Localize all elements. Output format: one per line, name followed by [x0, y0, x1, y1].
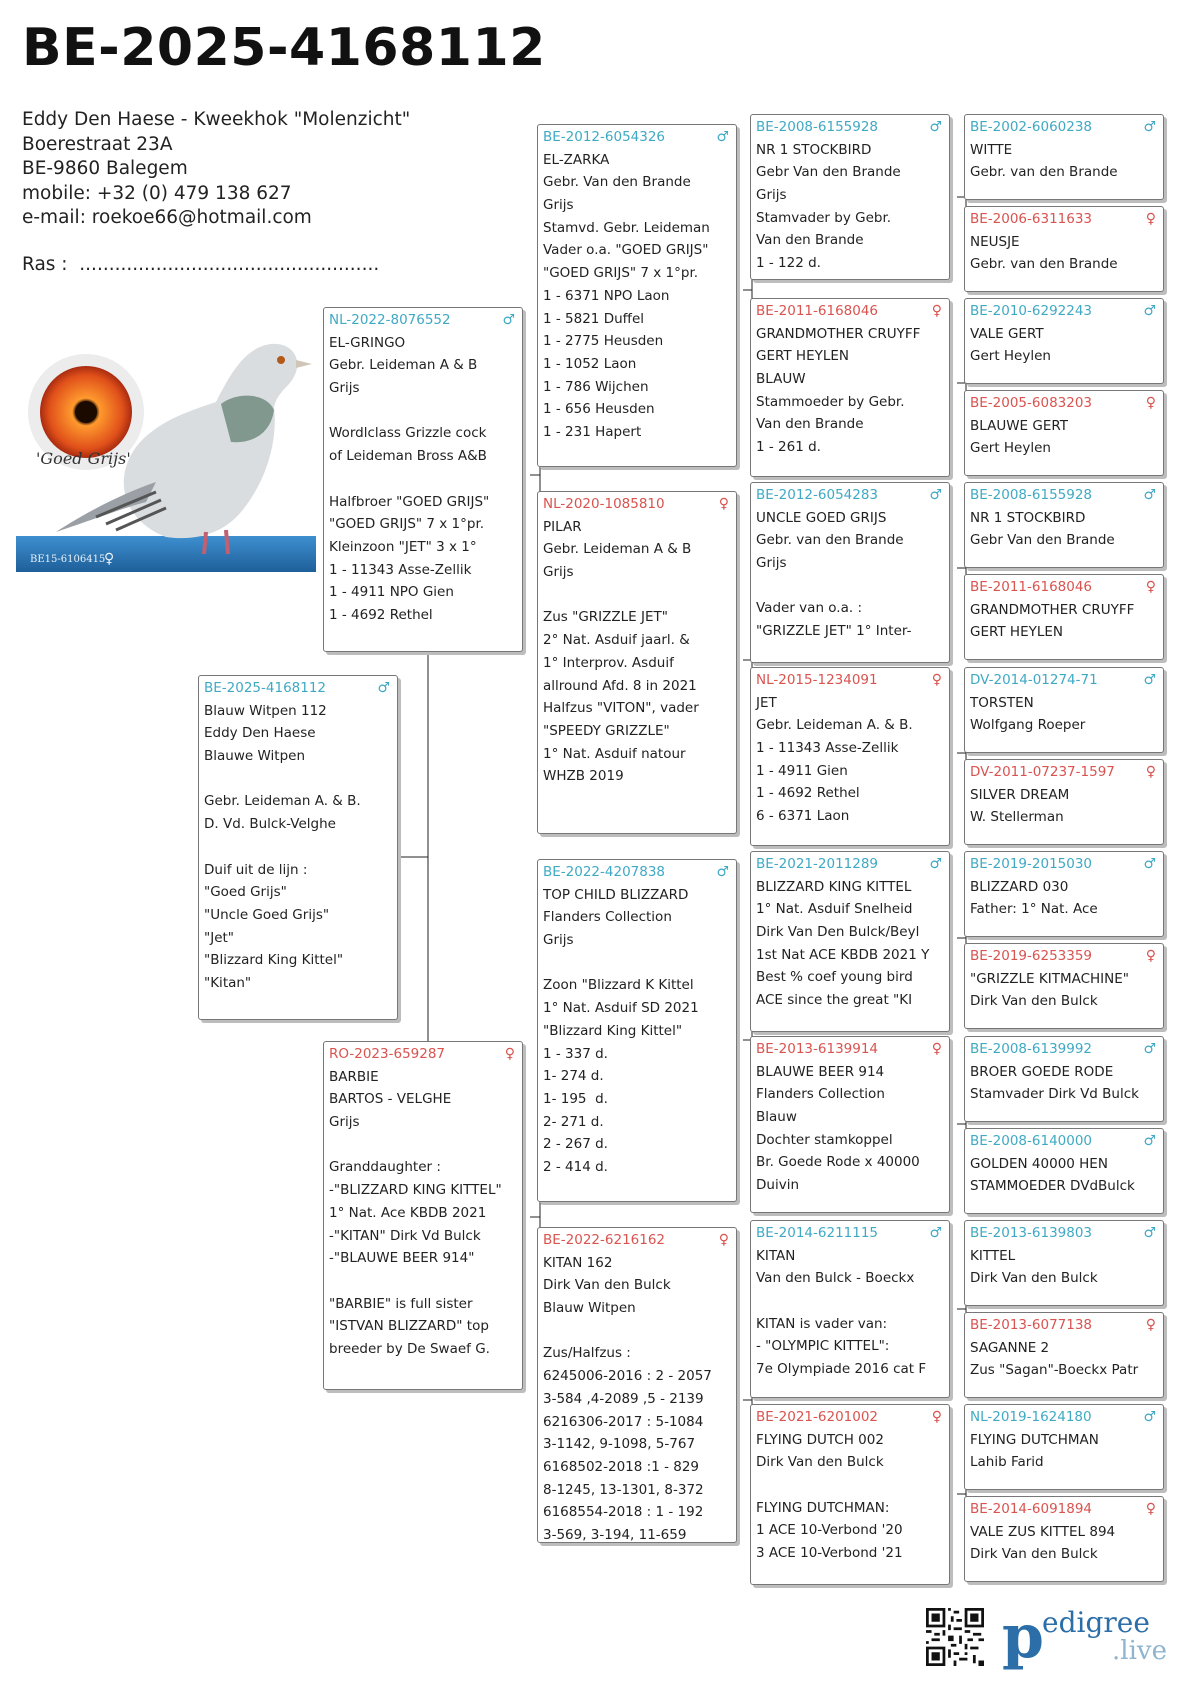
pedigree-card-fmf[interactable]	[750, 482, 950, 663]
card-line: 3-584 ,4-2089 ,5 - 2139	[543, 1390, 704, 1407]
male-symbol-icon: ♂	[929, 856, 942, 872]
pedigree-card-g9[interactable]	[964, 851, 1164, 937]
ring-number: BE-2022-6216162	[543, 1232, 666, 1248]
card-line: GOLDEN 40000 HEN	[970, 1155, 1108, 1172]
ring-number: BE-2008-6140000	[970, 1133, 1093, 1149]
pedigree-card-g1[interactable]	[964, 114, 1164, 200]
card-line: Dirk Van Den Bulck/Beyl	[756, 924, 920, 941]
female-symbol-icon: ♀	[1145, 1317, 1156, 1333]
ring-number: BE-2021-6201002	[756, 1409, 879, 1425]
card-line: Gebr. Leideman A. & B.	[204, 793, 361, 810]
card-line: 1 ACE 10-Verbond '20	[756, 1522, 903, 1539]
card-line: Grijs	[329, 1114, 360, 1131]
card-line: TOP CHILD BLIZZARD	[543, 886, 689, 903]
card-line: Kleinzoon "JET" 3 x 1°	[329, 538, 477, 555]
logo-p: p	[1002, 1602, 1044, 1672]
ring-number: BE-2013-6139803	[970, 1225, 1093, 1241]
female-symbol-icon: ♀	[1145, 211, 1156, 227]
pedigree-card-mf[interactable]	[537, 859, 737, 1202]
male-symbol-icon: ♂	[716, 129, 729, 145]
card-line: 1 - 4692 Rethel	[329, 606, 433, 623]
card-line: NR 1 STOCKBIRD	[756, 141, 872, 158]
card-line: Grijs	[543, 932, 574, 949]
card-line	[329, 1134, 517, 1157]
female-symbol-icon: ♀	[504, 1046, 515, 1062]
card-line: Gert Heylen	[970, 348, 1051, 365]
owner-city: BE-9860 Balegem	[22, 158, 188, 179]
card-line: "Goed Grijs"	[204, 884, 287, 901]
card-line: Duivin	[756, 1177, 799, 1194]
card-line: "ISTVAN BLIZZARD" top	[329, 1318, 489, 1335]
ring-number: BE-2008-6139992	[970, 1041, 1093, 1057]
ring-number: BE-2012-6054326	[543, 129, 666, 145]
card-line: Dochter stamkoppel	[756, 1131, 893, 1148]
card-line: Zoon "Blizzard K Kittel	[543, 977, 694, 994]
card-line: 1° Interprov. Asduif	[543, 654, 674, 671]
pedigree-card-mff[interactable]	[750, 851, 950, 1032]
card-line: EL-ZARKA	[543, 151, 610, 168]
card-line: 1 - 122 d.	[756, 255, 821, 272]
card-line: FLYING DUTCHMAN	[970, 1431, 1099, 1448]
card-line: Blauw Witpen	[543, 1300, 636, 1317]
pedigree-card-g14[interactable]	[964, 1312, 1164, 1398]
ring-number: RO-2023-659287	[329, 1046, 446, 1062]
card-line: 1 - 337 d.	[543, 1045, 608, 1062]
pedigree-card-g16[interactable]	[964, 1496, 1164, 1582]
card-line: BLIZZARD KING KITTEL	[756, 878, 912, 895]
card-line: of Leideman Bross A&B	[329, 448, 487, 465]
card-line: KITAN 162	[543, 1254, 613, 1271]
card-line: "GRIZZLE KITMACHINE"	[970, 970, 1129, 987]
card-line: Van den Brande	[756, 232, 864, 249]
card-line: 1 - 4911 NPO Gien	[329, 584, 454, 601]
pedigree-card-g7[interactable]	[964, 667, 1164, 753]
card-line: 1° Nat. Asduif natour	[543, 745, 686, 762]
female-symbol-icon: ♀	[931, 672, 942, 688]
card-line	[756, 1290, 944, 1313]
card-line: ACE since the great "KI	[756, 992, 913, 1009]
card-line: Grijs	[329, 380, 360, 397]
card-line: 1 - 6371 NPO Laon	[543, 287, 670, 304]
card-line: FLYING DUTCH 002	[756, 1431, 884, 1448]
owner-name: Eddy Den Haese - Kweekhok "Molenzicht"	[22, 109, 411, 130]
card-line: Stamvd. Gebr. Leideman	[543, 219, 710, 236]
card-line: VALE GERT	[970, 325, 1044, 342]
pedigree-card-g4[interactable]	[964, 390, 1164, 476]
ring-number: NL-2020-1085810	[543, 496, 665, 512]
pedigree-card-mother[interactable]	[323, 1041, 523, 1390]
ring-number: BE-2010-6292243	[970, 303, 1093, 319]
card-line: TORSTEN	[970, 694, 1034, 711]
ring-number: BE-2014-6091894	[970, 1501, 1093, 1517]
ring-number: BE-2022-4207838	[543, 864, 666, 880]
card-line: Flanders Collection	[543, 909, 672, 926]
card-line: BLAUWE BEER 914	[756, 1063, 885, 1080]
owner-email[interactable]: e-mail: roekoe66@hotmail.com	[22, 207, 312, 228]
male-symbol-icon: ♂	[377, 680, 390, 696]
card-line: Br. Goede Rode x 40000	[756, 1154, 920, 1171]
ring-number: BE-2019-6253359	[970, 948, 1093, 964]
card-line: Halfzus "VITON", vader	[543, 700, 699, 717]
card-line: "GOED GRIJS" 7 x 1°pr.	[543, 265, 699, 282]
card-line: 6168502-2018 :1 - 829	[543, 1458, 700, 1475]
card-line: Gert Heylen	[970, 440, 1051, 457]
ring-number: BE-2019-2015030	[970, 856, 1093, 872]
card-line: Stammoeder by Gebr.	[756, 393, 905, 410]
card-line: Gebr. Leideman A. & B.	[756, 717, 913, 734]
owner-mobile: mobile: +32 (0) 479 138 627	[22, 182, 292, 204]
card-line: Flanders Collection	[756, 1086, 885, 1103]
ring-number: BE-2011-6168046	[970, 579, 1093, 595]
ring-number: BE-2021-2011289	[756, 856, 879, 872]
female-symbol-icon: ♀	[1145, 764, 1156, 780]
card-line: Vader van o.a. :	[756, 600, 863, 617]
male-symbol-icon: ♂	[1143, 856, 1156, 872]
card-line: Stamvader Dirk Vd Bulck	[970, 1086, 1139, 1103]
ring-number: BE-2011-6168046	[756, 303, 879, 319]
card-line: PILAR	[543, 518, 582, 535]
card-line: 3-1142, 9-1098, 5-767	[543, 1436, 696, 1453]
ring-number: NL-2022-8076552	[329, 312, 451, 328]
card-line: BLAUW	[756, 371, 806, 388]
card-line: STAMMOEDER DVdBulck	[970, 1178, 1135, 1195]
card-line: 1 - 231 Hapert	[543, 423, 642, 440]
card-line: BARTOS - VELGHE	[329, 1091, 452, 1108]
card-line: Gebr. Leideman A & B	[329, 357, 478, 374]
card-line: 6 - 6371 Laon	[756, 808, 850, 825]
card-line: breeder by De Swaef G.	[329, 1340, 490, 1357]
female-symbol-icon: ♀	[1145, 579, 1156, 595]
card-line: 1- 195 d.	[543, 1090, 608, 1107]
card-line: BLAUWE GERT	[970, 417, 1069, 434]
ring-number: BE-2014-6211115	[756, 1225, 879, 1241]
card-line: Granddaughter :	[329, 1159, 441, 1176]
pedigree-card-mfm[interactable]	[750, 1036, 950, 1213]
pedigree-card-g12[interactable]	[964, 1128, 1164, 1214]
male-symbol-icon: ♂	[929, 119, 942, 135]
ring-number: BE-2008-6155928	[756, 119, 879, 135]
male-symbol-icon: ♂	[1143, 1409, 1156, 1425]
male-symbol-icon: ♂	[1143, 303, 1156, 319]
male-symbol-icon: ♂	[1143, 487, 1156, 503]
photo-sex-icon: ♀	[104, 551, 115, 567]
ras-field: Ras : ...................................................	[22, 254, 380, 275]
photo-caption: 'Goed Grijs'	[36, 449, 131, 468]
pedigree-card-g5[interactable]	[964, 482, 1164, 568]
logo-word-pedigree: edigree	[1042, 1606, 1150, 1639]
card-line: 1 - 656 Heusden	[543, 401, 655, 418]
card-line: Gebr. van den Brande	[970, 164, 1118, 181]
card-line: Dirk Van den Bulck	[970, 1270, 1098, 1287]
card-line: 3 ACE 10-Verbond '21	[756, 1545, 903, 1562]
card-line: Halfbroer "GOED GRIJS"	[329, 493, 490, 510]
card-line: Grijs	[756, 187, 787, 204]
card-line: Gebr. van den Brande	[970, 256, 1118, 273]
male-symbol-icon: ♂	[1143, 119, 1156, 135]
card-line: -"KITAN" Dirk Vd Bulck	[329, 1227, 481, 1244]
pedigree-card-subject[interactable]	[198, 675, 398, 1020]
card-line: 1° Nat. Ace KBDB 2021	[329, 1204, 487, 1221]
card-line: GERT HEYLEN	[756, 348, 850, 365]
pedigree-card-father[interactable]	[323, 307, 523, 652]
card-line: 2 - 414 d.	[543, 1158, 608, 1175]
male-symbol-icon: ♂	[929, 1225, 942, 1241]
female-symbol-icon: ♀	[718, 496, 729, 512]
female-symbol-icon: ♀	[1145, 395, 1156, 411]
male-symbol-icon: ♂	[1143, 1225, 1156, 1241]
card-line: 2 - 267 d.	[543, 1136, 608, 1153]
pedigree-card-mmf[interactable]	[750, 1220, 950, 1398]
female-symbol-icon: ♀	[931, 1041, 942, 1057]
card-line: 1 - 5821 Duffel	[543, 310, 644, 327]
card-line: Gebr. Leideman A & B	[543, 541, 692, 558]
male-symbol-icon: ♂	[1143, 1133, 1156, 1149]
male-symbol-icon: ♂	[502, 312, 515, 328]
card-line: "GOED GRIJS" 7 x 1°pr.	[329, 516, 485, 533]
card-line: Lahib Farid	[970, 1454, 1044, 1471]
page-title: BE-2025-4168112	[22, 18, 546, 78]
card-line: 1 - 4911 Gien	[756, 762, 848, 779]
card-line: 8-1245, 13-1301, 8-372	[543, 1481, 704, 1498]
female-symbol-icon: ♀	[1145, 1501, 1156, 1517]
card-line: Dirk Van den Bulck	[756, 1454, 884, 1471]
male-symbol-icon: ♂	[1143, 1041, 1156, 1057]
card-line: Best % coef young bird	[756, 969, 913, 986]
card-line: Grijs	[543, 564, 574, 581]
card-line: Blauw	[756, 1109, 797, 1126]
card-line: 1 - 1052 Laon	[543, 355, 637, 372]
photo-ring: BE15-6106415	[30, 554, 106, 565]
card-line	[329, 400, 517, 423]
qr-code[interactable]	[926, 1608, 984, 1666]
card-line: NEUSJE	[970, 233, 1020, 250]
card-line	[756, 575, 944, 598]
card-line: "GRIZZLE JET" 1° Inter-	[756, 623, 912, 640]
card-line: W. Stellerman	[970, 809, 1064, 826]
pedigree-card-g3[interactable]	[964, 298, 1164, 384]
pedigree-live-logo[interactable]	[1000, 1602, 1178, 1672]
pedigree-card-g10[interactable]	[964, 943, 1164, 1029]
card-line: Stamvader by Gebr.	[756, 209, 892, 226]
card-line: 1 - 261 d.	[756, 439, 821, 456]
card-line: 1st Nat ACE KBDB 2021 Y	[756, 946, 930, 963]
ring-number: DV-2014-01274-71	[970, 672, 1098, 688]
card-line: WITTE	[970, 141, 1013, 158]
card-line: 2- 271 d.	[543, 1113, 604, 1130]
male-symbol-icon: ♂	[1143, 672, 1156, 688]
ring-number: BE-2005-6083203	[970, 395, 1093, 411]
card-line: D. Vd. Bulck-Velghe	[204, 816, 336, 833]
pedigree-card-g2[interactable]	[964, 206, 1164, 292]
card-line	[329, 1270, 517, 1293]
card-line: Gebr. Van den Brande	[543, 174, 691, 191]
card-line: VALE ZUS KITTEL 894	[970, 1523, 1116, 1540]
card-line: GERT HEYLEN	[970, 624, 1064, 641]
ring-number: BE-2013-6139914	[756, 1041, 879, 1057]
female-symbol-icon: ♀	[1145, 948, 1156, 964]
card-line: "BARBIE" is full sister	[329, 1295, 473, 1312]
card-line: KITAN	[756, 1247, 796, 1264]
card-line: Gebr. van den Brande	[756, 532, 904, 549]
card-line: Grijs	[543, 197, 574, 214]
card-line: Blauwe Witpen	[204, 748, 306, 765]
card-line: -"BLAUWE BEER 914"	[329, 1250, 475, 1267]
card-line	[329, 468, 517, 491]
card-line: WHZB 2019	[543, 768, 624, 785]
card-line: 1- 274 d.	[543, 1068, 604, 1085]
ring-number: BE-2006-6311633	[970, 211, 1093, 227]
ring-number: BE-2025-4168112	[204, 680, 327, 696]
card-line: 1 - 786 Wijchen	[543, 378, 649, 395]
ring-number: BE-2008-6155928	[970, 487, 1093, 503]
card-line: "Kitan"	[204, 974, 252, 991]
male-symbol-icon: ♂	[716, 864, 729, 880]
card-line: -"BLIZZARD KING KITTEL"	[329, 1182, 502, 1199]
card-line: 6245006-2016 : 2 - 2057	[543, 1368, 712, 1385]
pedigree-card-mm[interactable]	[537, 1227, 737, 1543]
card-line: allround Afd. 8 in 2021	[543, 677, 697, 694]
card-line: BROER GOEDE RODE	[970, 1063, 1114, 1080]
card-line: Dirk Van den Bulck	[970, 1546, 1098, 1563]
card-line: - "OLYMPIC KITTEL":	[756, 1338, 890, 1355]
female-symbol-icon: ♀	[718, 1232, 729, 1248]
card-line: "SPEEDY GRIZZLE"	[543, 722, 670, 739]
card-line: 1 - 11343 Asse-Zellik	[756, 740, 899, 757]
pedigree-card-fff[interactable]	[750, 114, 950, 280]
card-line	[543, 584, 731, 607]
ring-number: BE-2012-6054283	[756, 487, 879, 503]
card-line: 1 - 4692 Rethel	[756, 785, 860, 802]
card-line: UNCLE GOED GRIJS	[756, 509, 887, 526]
card-line: Eddy Den Haese	[204, 725, 316, 742]
card-line: GRANDMOTHER CRUYFF	[756, 325, 921, 342]
pedigree-card-g15[interactable]	[964, 1404, 1164, 1490]
ring-number: BE-2013-6077138	[970, 1317, 1093, 1333]
card-line: "Blizzard King Kittel"	[543, 1022, 683, 1039]
card-line: GRANDMOTHER CRUYFF	[970, 601, 1135, 618]
card-line: 2° Nat. Asduif jaarl. &	[543, 632, 690, 649]
card-line	[204, 768, 392, 791]
card-line: 1° Nat. Asduif SD 2021	[543, 1000, 699, 1017]
card-line: "Uncle Goed Grijs"	[204, 906, 330, 923]
pedigree-card-fm[interactable]	[537, 491, 737, 834]
card-line: 6168554-2018 : 1 - 192	[543, 1504, 704, 1521]
pedigree-card-ffm[interactable]	[750, 298, 950, 477]
card-line: KITTEL	[970, 1247, 1016, 1264]
card-line: 1 - 11343 Asse-Zellik	[329, 561, 472, 578]
card-line: NR 1 STOCKBIRD	[970, 509, 1086, 526]
pedigree-card-fmm[interactable]	[750, 667, 950, 846]
owner-street: Boerestraat 23A	[22, 133, 173, 155]
female-symbol-icon: ♀	[931, 303, 942, 319]
card-line: Zus "GRIZZLE JET"	[543, 609, 668, 626]
card-line: FLYING DUTCHMAN:	[756, 1499, 890, 1516]
card-line: Van den Bulck - Boeckx	[756, 1270, 915, 1287]
card-line: 6216306-2017 : 5-1084	[543, 1413, 704, 1430]
card-line	[204, 836, 392, 859]
card-line: Wordlclass Grizzle cock	[329, 425, 487, 442]
ring-number: NL-2015-1234091	[756, 672, 878, 688]
card-line: JET	[756, 694, 777, 711]
card-line	[543, 1320, 731, 1343]
card-line: "Jet"	[204, 929, 234, 946]
card-line: SAGANNE 2	[970, 1339, 1050, 1356]
card-line: 3-569, 3-194, 11-659	[543, 1526, 687, 1543]
card-line: EL-GRINGO	[329, 334, 406, 351]
card-line: BLIZZARD 030	[970, 878, 1069, 895]
card-line: Gebr Van den Brande	[756, 164, 901, 181]
card-line: Dirk Van den Bulck	[543, 1277, 671, 1294]
card-line: Blauw Witpen 112	[204, 702, 327, 719]
card-line: 1 - 2775 Heusden	[543, 333, 664, 350]
card-line: Vader o.a. "GOED GRIJS"	[543, 242, 709, 259]
card-line: Duif uit de lijn :	[204, 861, 308, 878]
pedigree-card-g6[interactable]	[964, 574, 1164, 660]
card-line: Zus "Sagan"-Boeckx Patr	[970, 1362, 1139, 1379]
card-line: BARBIE	[329, 1068, 379, 1085]
card-line: Dirk Van den Bulck	[970, 993, 1098, 1010]
ring-number: DV-2011-07237-1597	[970, 764, 1115, 780]
pedigree-card-g11[interactable]	[964, 1036, 1164, 1122]
pedigree-card-g8[interactable]	[964, 759, 1164, 845]
card-line: "Blizzard King Kittel"	[204, 952, 344, 969]
card-line: Grijs	[756, 555, 787, 572]
logo-word-live: .live	[1112, 1636, 1167, 1666]
card-line: Van den Brande	[756, 416, 864, 433]
card-line: Gebr Van den Brande	[970, 532, 1115, 549]
card-line: Zus/Halfzus :	[543, 1345, 631, 1362]
ring-number: BE-2002-6060238	[970, 119, 1093, 135]
card-line: Father: 1° Nat. Ace	[970, 901, 1098, 918]
card-line: SILVER DREAM	[970, 786, 1070, 803]
card-line: 7e Olympiade 2016 cat F	[756, 1361, 927, 1378]
male-symbol-icon: ♂	[929, 487, 942, 503]
card-line	[756, 1474, 944, 1497]
card-line: KITAN is vader van:	[756, 1315, 888, 1332]
pedigree-card-mmm[interactable]	[750, 1404, 950, 1585]
female-symbol-icon: ♀	[931, 1409, 942, 1425]
ring-number: NL-2019-1624180	[970, 1409, 1092, 1425]
pedigree-card-ff[interactable]	[537, 124, 737, 467]
card-line: Wolfgang Roeper	[970, 717, 1086, 734]
card-line	[543, 952, 731, 975]
card-line: 1° Nat. Asduif Snelheid	[756, 901, 913, 918]
pedigree-card-g13[interactable]	[964, 1220, 1164, 1306]
